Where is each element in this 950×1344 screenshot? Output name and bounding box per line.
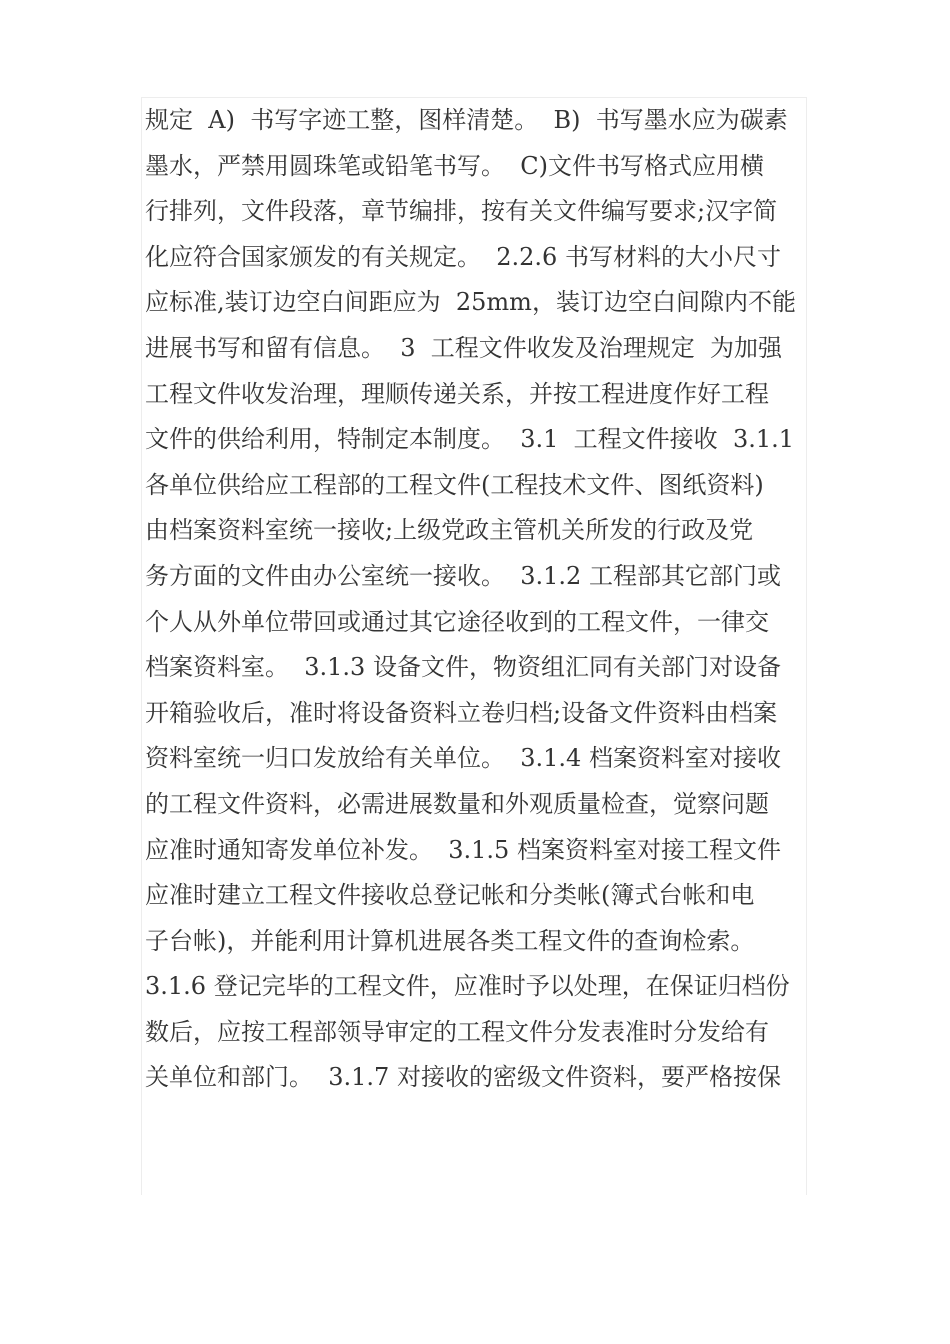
document-body: [145, 98, 807, 1101]
text-line: 数后，应按工程部领导审定的工程文件分发表准时分发给有: [145, 1017, 769, 1046]
text-line: 行排列，文件段落，章节编排，按有关文件编写要求;汉字简: [145, 197, 778, 226]
text-line: 个人从外单位带回或通过其它途径收到的工程文件，一律交: [145, 607, 769, 636]
text-line: 应准时建立工程文件接收总登记帐和分类帐(簿式台帐和电: [145, 881, 755, 910]
text-line: 资料室统一归口发放给有关单位。 3.1.4 档案资料室对接收: [145, 744, 781, 773]
text-line: 档案资料室。 3.1.3 设备文件，物资组汇同有关部门对设备: [145, 653, 781, 682]
text-line: 进展书写和留有信息。 3 工程文件收发及治理规定 为加强: [145, 333, 783, 362]
text-line: 化应符合国家颁发的有关规定。 2.2.6 书写材料的大小尺寸: [145, 242, 781, 271]
text-line: 应准时通知寄发单位补发。 3.1.5 档案资料室对接工程文件: [145, 835, 781, 864]
text-line: 关单位和部门。 3.1.7 对接收的密级文件资料，要严格按保: [145, 1063, 781, 1092]
text-line: 的工程文件资料，必需进展数量和外观质量检查，觉察问题: [145, 789, 769, 818]
text-line: 规定 A) 书写字迹工整，图样清楚。 B) 书写墨水应为碳素: [145, 106, 788, 134]
text-line: 由档案资料室统一接收;上级党政主管机关所发的行政及党: [145, 516, 754, 545]
text-line: 务方面的文件由办公室统一接收。 3.1.2 工程部其它部门或: [145, 561, 781, 590]
text-line: 子台帐)，并能利用计算机进展各类工程文件的查询检索。: [145, 926, 755, 955]
text-line: 3.1.6 登记完毕的工程文件，应准时予以处理，在保证归档份: [145, 972, 790, 1001]
text-line: 文件的供给利用，特制定本制度。 3.1 工程文件接收 3.1.1: [145, 425, 795, 454]
text-line: 工程文件收发治理，理顺传递关系，并按工程进度作好工程: [145, 379, 769, 408]
text-line: 墨水，严禁用圆珠笔或铅笔书写。 C)文件书写格式应用横: [145, 151, 764, 180]
text-line: 各单位供给应工程部的工程文件(工程技术文件、图纸资料): [145, 470, 764, 499]
text-line: 应标准,装订边空白间距应为 25mm，装订边空白间隙内不能: [145, 288, 796, 317]
text-line: 开箱验收后，准时将设备资料立卷归档;设备文件资料由档案: [145, 698, 778, 727]
